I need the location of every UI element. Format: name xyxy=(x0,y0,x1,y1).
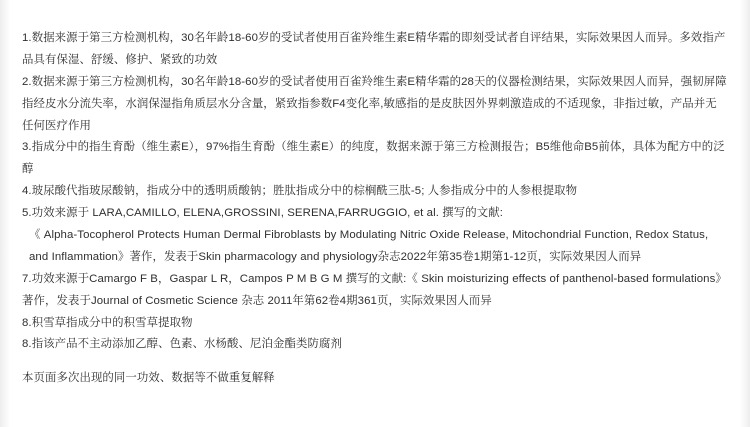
note-item-2: 2.数据来源于第三方检测机构，30名年龄18-60岁的受试者使用百雀羚维生素E精华霜的28天的仪器检测结果，实际效果因人而异，强韧屏障指经皮水分流失率，水润保湿指角质层水分含量，紧致指参数F4变化率,敏感指的是皮肤因外界刺激造成的不适现象，非指过敏，产品并无任何医疗作用 xyxy=(22,75,727,132)
note-item-3: 3.指成分中的指生育酚（维生素E），97%指生育酚（维生素E）的纯度，数据来源于第三方检测报告；B5维他命B5前体，具体为配方中的泛醇 xyxy=(22,141,725,176)
note-item-4: 4.玻尿酸代指玻尿酸钠，指成分中的透明质酸钠；胜肽指成分中的棕榈酰三肽-5; 人参指成分中的人参根提取物 xyxy=(22,185,578,198)
note-item-7: 7.功效来源于Camargo F B，Gaspar L R，Campos P M B G M 撰写的文献:《 Skin moisturizing effects of panthenol-based formulations》著作，发表于Journal of Cosmetic Science 杂志 2011年第62卷4期361页，实际效果因人而异 xyxy=(22,272,727,307)
right-edge-shadow xyxy=(740,0,750,427)
note-item-5: 5.功效来源于 LARA,CAMILLO, ELENA,GROSSINI, SERENA,FARRUGGIO, et al. 撰写的文献: xyxy=(22,207,503,220)
note-item-9: 8.指该产品不主动添加乙醇、色素、水杨酸、尼泊金酯类防腐剂 xyxy=(22,338,342,351)
note-item-8: 8.积雪草指成分中的积雪草提取物 xyxy=(22,316,193,329)
notes-list xyxy=(22,28,728,390)
note-item-6: 《 Alpha-Tocopherol Protects Human Dermal Fibroblasts by Modulating Nitric Oxide Release, Mitochondrial Function, Redox Status, and Inflammation》著作，发表于Skin pharmacology and physiology杂志2022年第35卷1期第1-12页，实际效果因人而异 xyxy=(29,229,709,263)
note-item-1: 1.数据来源于第三方检测机构，30名年龄18-60岁的受试者使用百雀羚维生素E精华霜的即刻受试者自评结果，实际效果因人而异。多效指产品具有保湿、舒缓、修护、紧致的功效 xyxy=(22,32,726,66)
left-edge-shadow xyxy=(0,0,10,427)
footer-note: 本页面多次出现的同一功效、数据等不做重复解释 xyxy=(22,372,275,385)
